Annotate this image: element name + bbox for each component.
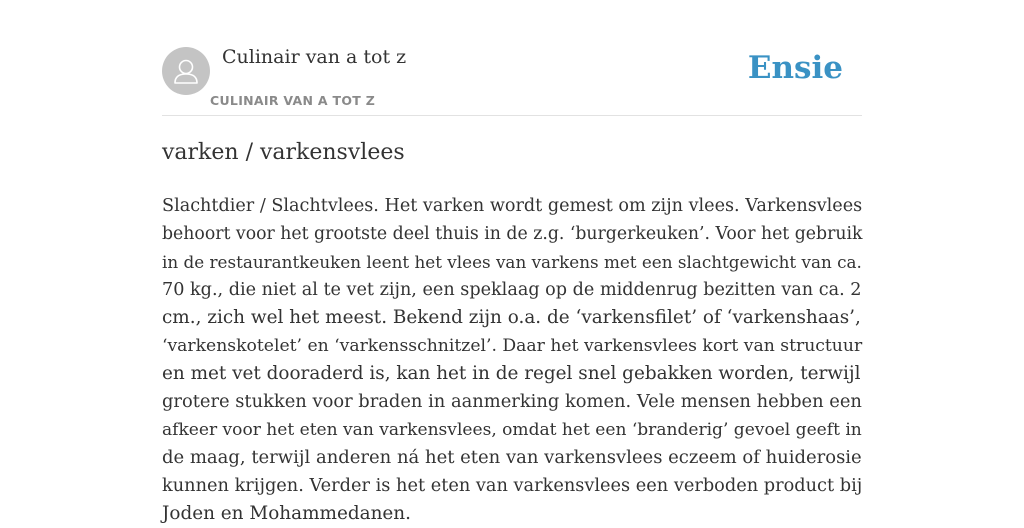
article-body bbox=[162, 192, 862, 528]
author-name-link[interactable]: Culinair van a tot z bbox=[222, 46, 407, 68]
article-page bbox=[162, 0, 863, 524]
article-header bbox=[162, 0, 862, 116]
body-line: en met vet dooraderd is, kan het in de regel snel gebakken worden, terwijl bbox=[162, 363, 861, 384]
body-line: Joden en Mohammedanen. bbox=[162, 503, 411, 524]
body-line: kunnen krijgen. Verder is het eten van varkensvlees een verboden product bij bbox=[162, 476, 863, 496]
body-line: cm., zich wel het meest. Bekend zijn o.a. de ‘varkensfilet’ of ‘varkenshaas’, bbox=[162, 307, 861, 328]
body-line: behoort voor het grootste deel thuis in de z.g. ‘burgerkeuken’. Voor het gebruik bbox=[162, 224, 863, 244]
ensie-logo[interactable]: Ensie bbox=[747, 50, 843, 86]
user-silhouette-icon bbox=[162, 47, 210, 95]
body-line: 70 kg., die niet al te vet zijn, een speklaag op de middenrug bezitten van ca. 2 bbox=[162, 280, 862, 300]
body-line: afkeer voor het eten van varkensvlees, omdat het een ‘branderig’ gevoel geeft in bbox=[162, 420, 862, 440]
author-avatar[interactable] bbox=[162, 47, 210, 95]
body-line: de maag, terwijl anderen ná het eten van varkensvlees eczeem of huiderosie bbox=[162, 447, 862, 468]
author-subtitle[interactable]: CULINAIR VAN A TOT Z bbox=[210, 93, 376, 108]
body-line: ‘varkenskotelet’ en ‘varkensschnitzel’. Daar het varkensvlees kort van structuur bbox=[162, 336, 863, 356]
article-title: varken / varkensvlees bbox=[162, 140, 405, 165]
body-line: grotere stukken voor braden in aanmerking komen. Vele mensen hebben een bbox=[162, 391, 862, 412]
body-line: Slachtdier / Slachtvlees. Het varken wordt gemest om zijn vlees. Varkensvlees bbox=[162, 196, 863, 216]
body-line: in de restaurantkeuken leent het vlees van varkens met een slachtgewicht van ca. bbox=[162, 252, 862, 272]
